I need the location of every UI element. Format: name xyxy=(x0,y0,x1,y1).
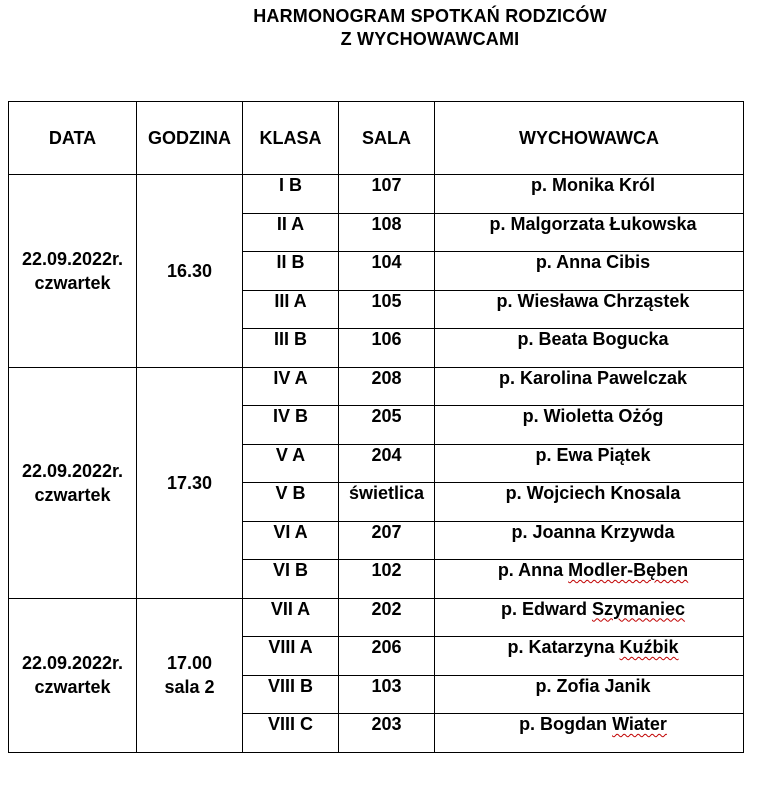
wychowawca-cell xyxy=(435,560,744,599)
wychowawca-cell xyxy=(435,252,744,291)
klasa-cell: IV A xyxy=(243,367,339,406)
page-title-line-1: HARMONOGRAM SPOTKAŃ RODZICÓW xyxy=(253,6,607,26)
day-text: czwartek xyxy=(34,677,111,697)
klasa-cell: II A xyxy=(243,213,339,252)
klasa-cell: VII A xyxy=(243,598,339,637)
wychowawca-cell xyxy=(435,521,744,560)
name-prefix: p. xyxy=(535,675,557,696)
table-row xyxy=(9,367,744,406)
klasa-cell: V A xyxy=(243,444,339,483)
klasa-cell: III A xyxy=(243,290,339,329)
teacher-name: Szymaniec xyxy=(591,598,686,619)
teacher-name: Karolina Pawelczak xyxy=(519,367,688,388)
klasa-cell: III B xyxy=(243,329,339,368)
sala-cell: 206 xyxy=(339,637,435,676)
header-wychowawca: WYCHOWAWCA xyxy=(435,102,744,175)
sala-cell: 207 xyxy=(339,521,435,560)
wychowawca-cell xyxy=(435,213,744,252)
klasa-cell: VIII A xyxy=(243,637,339,676)
name-prefix: p. xyxy=(535,252,557,272)
name-prefix: p. xyxy=(496,290,518,311)
date-text: 22.09.2022r. xyxy=(21,653,124,673)
hour-text: 16.30 xyxy=(166,260,213,281)
klasa-cell: VIII B xyxy=(243,675,339,714)
hour-cell xyxy=(137,175,243,368)
name-prefix: p. xyxy=(511,521,533,542)
klasa-cell: VI A xyxy=(243,521,339,560)
wychowawca-cell xyxy=(435,714,744,753)
name-prefix: p. xyxy=(530,175,552,195)
header-data: DATA xyxy=(9,102,137,175)
klasa-cell: V B xyxy=(243,483,339,522)
klasa-cell: I B xyxy=(243,175,339,214)
teacher-name: Modler-Bęben xyxy=(568,560,689,580)
klasa-cell: IV B xyxy=(243,406,339,445)
name-prefix: p. xyxy=(517,329,539,349)
teacher-name: Wojciech Knosala xyxy=(526,483,681,503)
page-title-line-2: Z WYCHOWAWCAMI xyxy=(340,29,520,49)
sala-cell: 107 xyxy=(339,175,435,214)
teacher-name: Monika Król xyxy=(551,175,655,195)
day-text: czwartek xyxy=(34,484,111,505)
table-row xyxy=(9,598,744,637)
name-prefix: p. xyxy=(489,213,511,234)
hour-text: 17.30 xyxy=(166,472,213,493)
sala-cell: 108 xyxy=(339,213,435,252)
header-klasa: KLASA xyxy=(243,102,339,175)
hour-note: sala 2 xyxy=(164,677,215,697)
date-text: 22.09.2022r. xyxy=(21,460,124,481)
day-text: czwartek xyxy=(34,272,111,293)
klasa-cell: VI B xyxy=(243,560,339,599)
teacher-name: Beata Bogucka xyxy=(538,329,669,349)
wychowawca-cell xyxy=(435,444,744,483)
name-prefix: p. Katarzyna xyxy=(507,637,620,657)
sala-cell: 205 xyxy=(339,406,435,445)
teacher-name: Anna Cibis xyxy=(556,252,651,272)
teacher-name: Zofia Janik xyxy=(556,675,651,696)
teacher-name: Wioletta Ożóg xyxy=(543,406,664,426)
teacher-name: Kuźbik xyxy=(619,637,679,657)
text-cursor xyxy=(743,177,744,195)
sala-cell: 202 xyxy=(339,598,435,637)
hour-text: 17.00 xyxy=(166,653,213,673)
wychowawca-cell xyxy=(435,367,744,406)
date-cell xyxy=(9,175,137,368)
teacher-name: Joanna Krzywda xyxy=(532,521,675,542)
sala-cell: świetlica xyxy=(339,483,435,522)
sala-cell: 204 xyxy=(339,444,435,483)
wychowawca-cell xyxy=(435,175,744,214)
date-text: 22.09.2022r. xyxy=(21,248,124,269)
header-row xyxy=(9,102,744,175)
date-cell xyxy=(9,598,137,752)
wychowawca-cell xyxy=(435,406,744,445)
teacher-name: Malgorzata Łukowska xyxy=(510,213,697,234)
sala-cell: 106 xyxy=(339,329,435,368)
sala-cell: 208 xyxy=(339,367,435,406)
wychowawca-cell xyxy=(435,598,744,637)
table-row xyxy=(9,175,744,214)
wychowawca-cell xyxy=(435,637,744,676)
sala-cell: 203 xyxy=(339,714,435,753)
teacher-name: Wiater xyxy=(612,714,667,734)
wychowawca-cell xyxy=(435,290,744,329)
hour-cell xyxy=(137,367,243,598)
header-sala: SALA xyxy=(339,102,435,175)
name-prefix: p. xyxy=(535,444,557,465)
sala-cell: 102 xyxy=(339,560,435,599)
klasa-cell: VIII C xyxy=(243,714,339,753)
hour-cell xyxy=(137,598,243,752)
sala-cell: 104 xyxy=(339,252,435,291)
wychowawca-cell xyxy=(435,675,744,714)
wychowawca-cell xyxy=(435,329,744,368)
sala-cell: 103 xyxy=(339,675,435,714)
date-cell xyxy=(9,367,137,598)
klasa-cell: II B xyxy=(243,252,339,291)
name-prefix: p. xyxy=(498,367,520,388)
schedule-table xyxy=(8,101,744,753)
name-prefix: p. Edward xyxy=(500,598,592,619)
header-godzina: GODZINA xyxy=(137,102,243,175)
wychowawca-cell xyxy=(435,483,744,522)
teacher-name: Wiesława Chrząstek xyxy=(517,290,690,311)
name-prefix: p. xyxy=(505,483,527,503)
name-prefix: p. Bogdan xyxy=(519,714,613,734)
name-prefix: p. Anna xyxy=(497,560,569,580)
sala-cell: 105 xyxy=(339,290,435,329)
teacher-name: Ewa Piątek xyxy=(556,444,651,465)
name-prefix: p. xyxy=(522,406,544,426)
